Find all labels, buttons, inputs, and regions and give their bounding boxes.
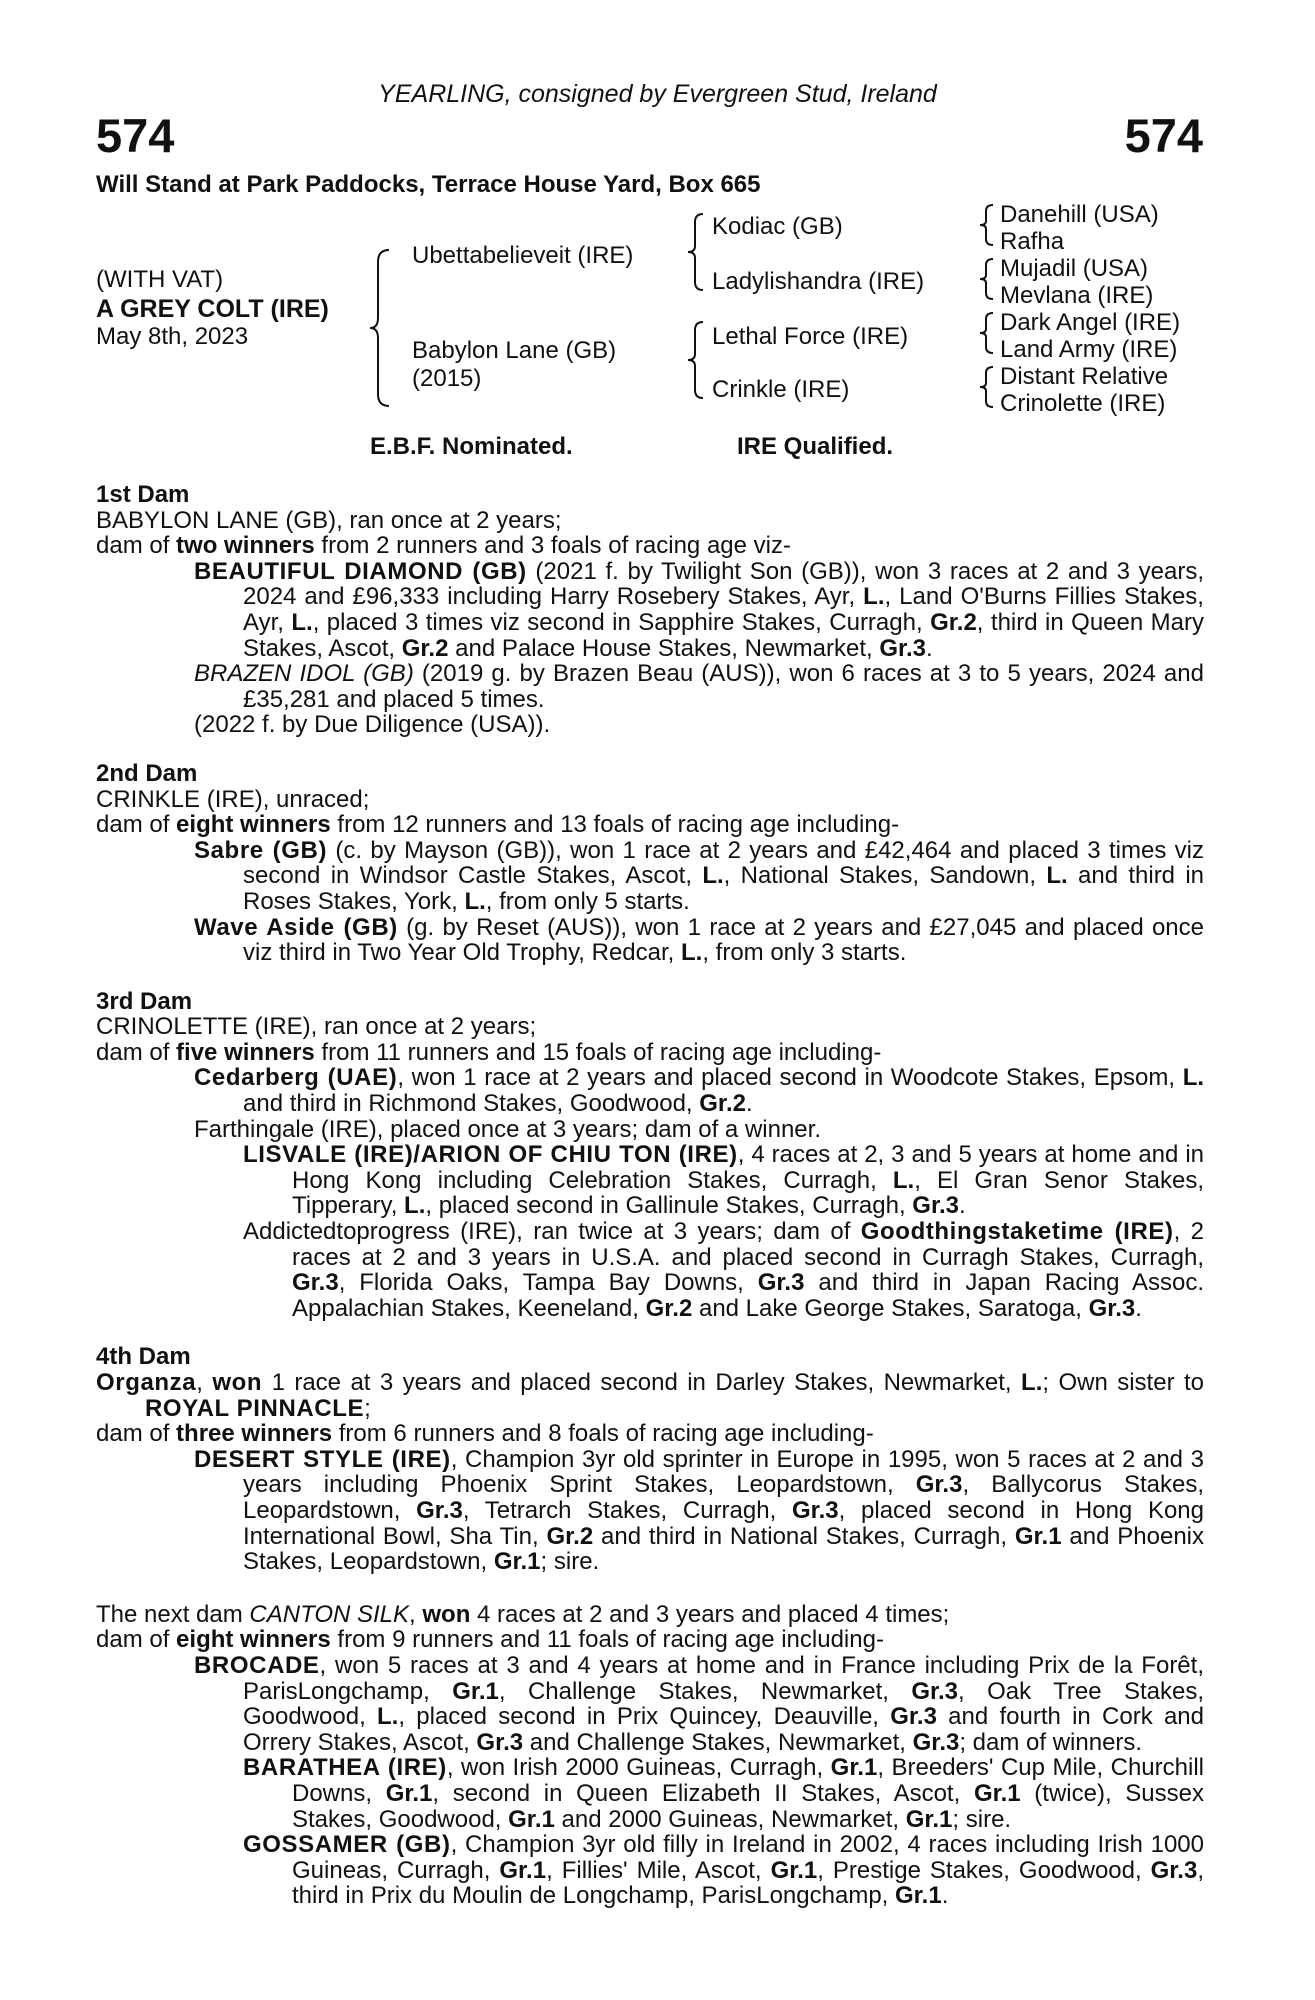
lot-number-left: 574 xyxy=(96,109,175,162)
ancestor-4: Mevlana (IRE) xyxy=(1000,282,1154,309)
first-dam-line: BABYLON LANE (GB), ran once at 2 years; xyxy=(96,506,562,534)
first-dam-summary: dam of two winners from 2 runners and 3 foals of racing age viz- xyxy=(96,532,791,560)
fourth-dam-summary: dam of three winners from 6 runners and 8 foals of racing age including- xyxy=(96,1420,874,1448)
dam-year: (2015) xyxy=(412,365,482,392)
third-dam-summary: dam of five winners from 11 runners and 15 foals of racing age including- xyxy=(96,1038,882,1066)
produce-entry: LISVALE (IRE)/ARION OF CHIU TON (IRE), 4 races at 2, 3 and 5 years at home and in Hong Kong including Celebration Stakes, Curragh, L., El Gran Senor Stakes, Tipperary, L., placed second in Gallinule Stakes, Curragh, Gr.3. xyxy=(243,1141,1204,1220)
third-dam-heading: 3rd Dam xyxy=(96,987,193,1015)
ebf-nominated: E.B.F. Nominated. xyxy=(370,433,573,460)
ancestor-7: Distant Relative xyxy=(1000,363,1169,390)
ancestor-6: Land Army (IRE) xyxy=(1000,336,1178,363)
second-dam-line: CRINKLE (IRE), unraced; xyxy=(96,785,370,813)
sire-sire: Kodiac (GB) xyxy=(712,213,843,240)
pedigree-brace-main xyxy=(368,248,392,408)
next-dam-line: The next dam CANTON SILK, won 4 races at 2 and 3 years and placed 4 times; xyxy=(96,1600,950,1628)
horse-name: A GREY COLT (IRE) xyxy=(96,295,329,323)
pedigree-brace-g3-2 xyxy=(978,257,996,301)
produce-entry: (2022 f. by Due Diligence (USA)). xyxy=(194,711,551,739)
produce-entry: Cedarberg (UAE), won 1 race at 2 years and placed second in Woodcote Stakes, Epsom, L. and third in Richmond Stakes, Goodwood, Gr.2. xyxy=(194,1064,1205,1118)
ire-qualified: IRE Qualified. xyxy=(737,433,894,460)
produce-entry: BARATHEA (IRE), won Irish 2000 Guineas, Curragh, Gr.1, Breeders' Cup Mile, Churchill Downs, Gr.1, second in Queen Elizabeth II Stakes, Ascot, Gr.1 (twice), Sussex Stakes, Goodwood, Gr.1 and 2000 Guineas, Newmarket, Gr.1; sire. xyxy=(243,1754,1204,1833)
next-dam-summary: dam of eight winners from 9 runners and 11 foals of racing age including- xyxy=(96,1626,884,1654)
consignment-subtitle: YEARLING, consigned by Evergreen Stud, Ireland xyxy=(378,80,937,108)
pedigree-brace-g3-4 xyxy=(978,365,996,409)
ancestor-3: Mujadil (USA) xyxy=(1000,255,1149,282)
lot-number-right: 574 xyxy=(1124,109,1203,162)
produce-entry: Farthingale (IRE), placed once at 3 years; dam of a winner. xyxy=(194,1115,821,1143)
pedigree-brace-sire xyxy=(686,212,706,292)
stand-location: Will Stand at Park Paddocks, Terrace House Yard, Box 665 xyxy=(96,171,761,198)
dam-sire: Lethal Force (IRE) xyxy=(712,323,909,350)
produce-entry: BEAUTIFUL DIAMOND (GB) (2021 f. by Twilight Son (GB)), won 3 races at 2 and 3 years, 2024 and £96,333 including Harry Rosebery Stakes, Ayr, L., Land O'Burns Fillies Stakes, Ayr, L., placed 3 times viz second in Sapphire Stakes, Curragh, Gr.2, third in Queen Mary Stakes, Ascot, Gr.2 and Palace House Stakes, Newmarket, Gr.3. xyxy=(194,557,1204,662)
vat-note: (WITH VAT) xyxy=(96,266,224,293)
produce-entry: BRAZEN IDOL (GB) (2019 g. by Brazen Beau (AUS)), won 6 races at 3 to 5 years, 2024 and £35,281 and placed 5 times. xyxy=(194,660,1204,713)
pedigree-brace-g3-1 xyxy=(978,203,996,247)
ancestor-1: Danehill (USA) xyxy=(1000,201,1159,228)
fourth-dam-heading: 4th Dam xyxy=(96,1343,191,1371)
ancestor-2: Rafha xyxy=(1000,228,1065,255)
second-dam-summary: dam of eight winners from 12 runners and 13 foals of racing age including- xyxy=(96,811,900,839)
ancestor-8: Crinolette (IRE) xyxy=(1000,390,1166,417)
produce-record xyxy=(96,482,1204,1909)
pedigree-brace-dam xyxy=(686,320,706,400)
produce-entry: Addictedtoprogress (IRE), ran twice at 3 years; dam of Goodthingstaketime (IRE), 2 races at 2 and 3 years in U.S.A. and placed second in Curragh Stakes, Curragh, Gr.3, Florida Oaks, Tampa Bay Downs, Gr.3 and third in Japan Racing Assoc. Appalachian Stakes, Keeneland, Gr.2 and Lake George Stakes, Saratoga, Gr.3. xyxy=(243,1218,1205,1322)
produce-entry: GOSSAMER (GB), Champion 3yr old filly in Ireland in 2002, 4 races including Irish 1000 Guineas, Curragh, Gr.1, Fillies' Mile, Ascot, Gr.1, Prestige Stakes, Goodwood, Gr.3, third in Prix du Moulin de Longchamp, ParisLongchamp, Gr.1. xyxy=(243,1831,1205,1910)
pedigree-brace-g3-3 xyxy=(978,311,996,355)
ancestor-5: Dark Angel (IRE) xyxy=(1000,309,1181,336)
produce-entry: BROCADE, won 5 races at 3 and 4 years at home and in France including Prix de la Forêt, ParisLongchamp, Gr.1, Challenge Stakes, Newmarket, Gr.3, Oak Tree Stakes, Goodwood, L., placed second in Prix Quincey, Deauville, Gr.3 and fourth in Cork and Orrery Stakes, Ascot, Gr.3 and Challenge Stakes, Newmarket, Gr.3; dam of winners. xyxy=(194,1651,1204,1756)
fourth-dam-line: Organza, won 1 race at 3 years and placed second in Darley Stakes, Newmarket, L.; Own sister to ROYAL PINNACLE; xyxy=(96,1369,1205,1422)
produce-entry: Wave Aside (GB) (g. by Reset (AUS)), won 1 race at 2 years and £27,045 and placed once viz third in Two Year Old Trophy, Redcar, L., from only 3 starts. xyxy=(194,913,1204,967)
produce-entry: Sabre (GB) (c. by Mayson (GB)), won 1 race at 2 years and £42,464 and placed 3 times viz second in Windsor Castle Stakes, Ascot, L., National Stakes, Sandown, L. and third in Roses Stakes, York, L., from only 5 starts. xyxy=(194,836,1205,915)
dam-dam: Crinkle (IRE) xyxy=(712,376,850,403)
sire-name: Ubettabelieveit (IRE) xyxy=(412,242,634,269)
second-dam-heading: 2nd Dam xyxy=(96,759,198,787)
foaling-date: May 8th, 2023 xyxy=(96,323,249,350)
produce-entry: DESERT STYLE (IRE), Champion 3yr old sprinter in Europe in 1995, won 5 races at 2 and 3 years including Phoenix Sprint Stakes, Leopardstown, Gr.3, Ballycorus Stakes, Leopardstown, Gr.3, Tetrarch Stakes, Curragh, Gr.3, placed second in Hong Kong International Bowl, Sha Tin, Gr.2 and third in National Stakes, Curragh, Gr.1 and Phoenix Stakes, Leopardstown, Gr.1; sire. xyxy=(194,1445,1205,1576)
sire-dam: Ladylishandra (IRE) xyxy=(712,268,925,295)
dam-name: Babylon Lane (GB) xyxy=(412,337,617,364)
first-dam-heading: 1st Dam xyxy=(96,481,190,508)
third-dam-line: CRINOLETTE (IRE), ran once at 2 years; xyxy=(96,1013,537,1041)
